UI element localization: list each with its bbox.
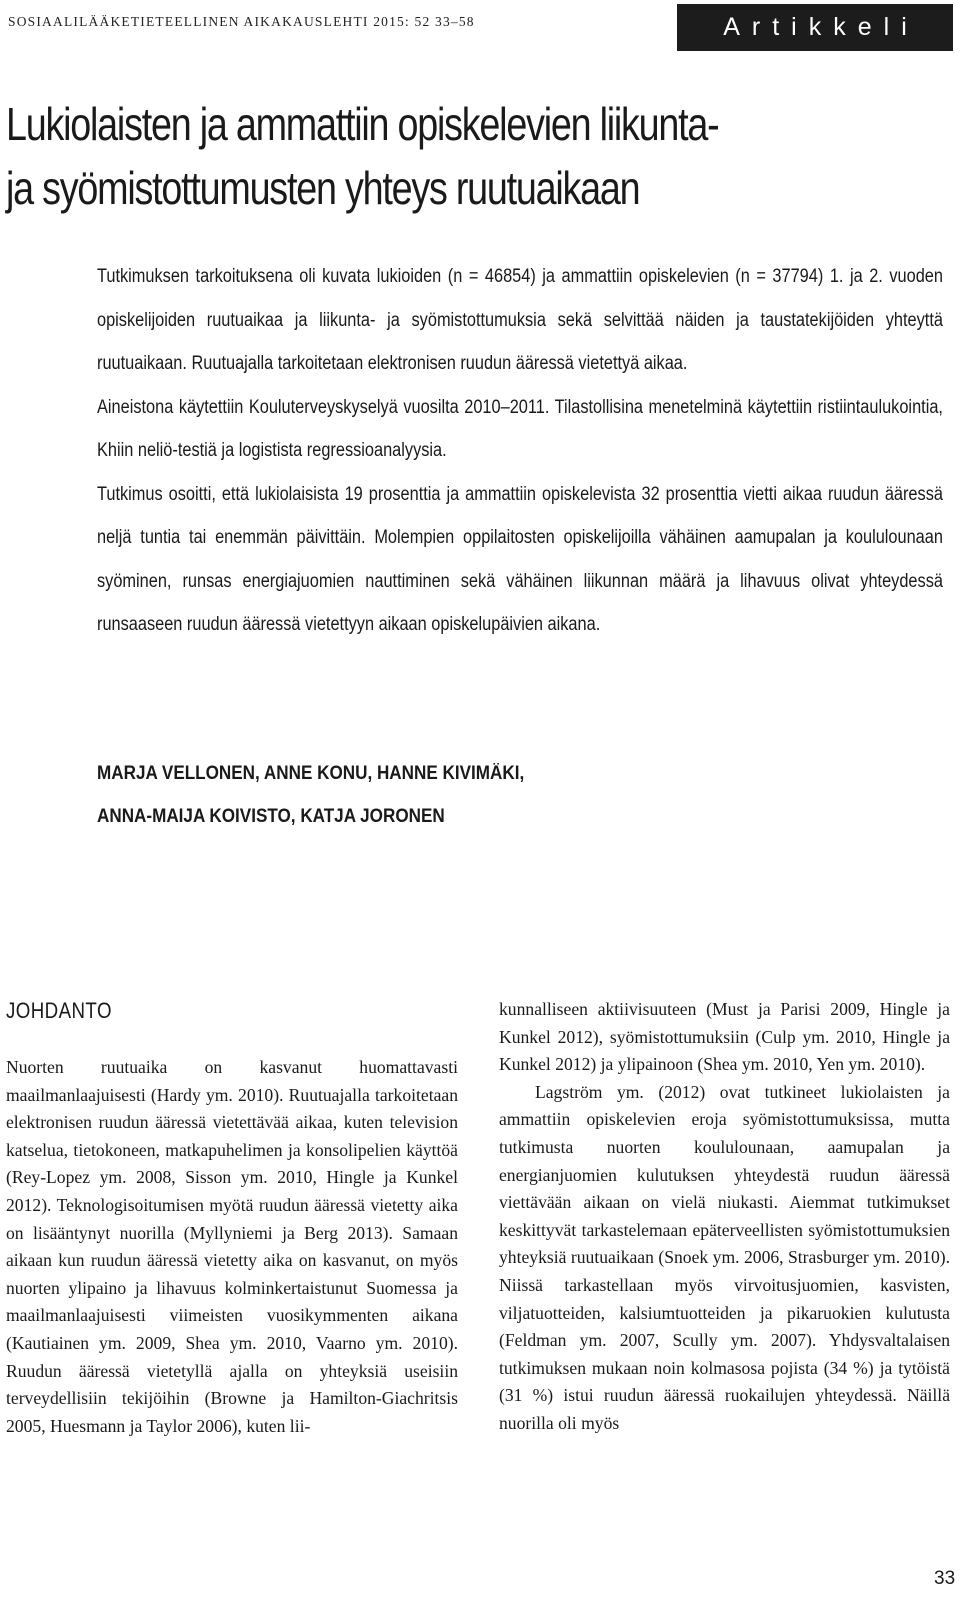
section-heading: JOHDANTO xyxy=(6,998,112,1023)
body-paragraph: Nuorten ruutuaika on kasvanut huomattavasti maailmanlaajuisesti (Hardy ym. 2010). Ruutuajalla tarkoitetaan elektronisen ruudun ääressä vietettävää aikaa, kuten television katselua, tietokoneen, matkapuhelimen ja konsolipelien käyttöä (Rey-Lopez ym. 2008, Sisson ym. 2010, Hingle ja Kunkel 2012). Teknologisoitumisen myötä ruudun ääressä vietetty aika on lisääntynyt nuorilla (Myllyniemi ja Berg 2013). Samaan aikaan kun ruudun ääressä vietetty aika on kasvanut, on myös nuorten ylipaino ja lihavuus kolminkertaistunut Suomessa ja maailmanlaajuisesti viimeisten vuosikymmenten aikana (Kautiainen ym. 2009, Shea ym. 2010, Vaarno ym. 2010). Ruudun ääressä vietetyllä ajalla on yhteyksiä useisiin terveydellisiin tekijöihin (Browne ja Hamilton-Giachritsis 2005, Huesmann ja Taylor 2006), kuten lii- xyxy=(6,1057,458,1436)
article-title-line-2: ja syömistottumusten yhteys ruutuaikaan xyxy=(6,162,640,214)
body-paragraph: kunnalliseen aktiivisuuteen (Must ja Parisi 2009, Hingle ja Kunkel 2012), syömistottumuksiin (Culp ym. 2010, Hingle ja Kunkel 2012) ja ylipainoon (Shea ym. 2010, Yen ym. 2010). xyxy=(499,999,950,1075)
author-line-2: ANNA-MAIJA KOIVISTO, KATJA JORONEN xyxy=(97,806,445,827)
author-list xyxy=(97,752,817,838)
article-title xyxy=(6,92,906,220)
abstract-paragraph: Tutkimus osoitti, että lukiolaisista 19 prosenttia ja ammattiin opiskelevista 32 prosenttia vietti aikaa ruudun ääressä neljä tuntia tai enemmän päivittäin. Molempien oppilaitosten opiskelijoilla vähäinen aamupalan ja koululounaan syöminen, runsas energiajuomien nauttiminen sekä vähäinen liikunnan määrä ja lihavuus olivat yhteydessä runsaaseen ruudun ääressä vietettyyn aikaan opiskelupäivien aikana. xyxy=(97,483,943,635)
abstract-paragraph: Tutkimuksen tarkoituksena oli kuvata lukioiden (n = 46854) ja ammattiin opiskelevien (n = 37794) 1. ja 2. vuoden opiskelijoiden ruutuaikaa ja liikunta- ja syömistottumuksia sekä selvittää näiden ja taustatekijöiden yhteyttä ruutuaikaan. Ruutuajalla tarkoitetaan elektronisen ruudun ääressä vietettyä aikaa. xyxy=(97,266,943,374)
running-head: SOSIAALILÄÄKETIETEELLINEN AIKAKAUSLEHTI 2015: 52 33–58 xyxy=(8,14,475,29)
body-column-right xyxy=(499,996,950,1438)
body-column-left xyxy=(6,1054,458,1440)
body-paragraph: Lagström ym. (2012) ovat tutkineet lukiolaisten ja ammattiin opiskelevien eroja syömistottumuksissa, mutta tutkimusta nuorten koululounaan, aamupalan ja energianjuomien kulutuksen yhteydestä ruudun ääressä viettävään aikaan on vielä niukasti. Aiemmat tutkimukset keskittyvät tarkastelemaan epäterveellisten syömistottumuksien yhteyksiä ruutuaikaan (Snoek ym. 2006, Strasburger ym. 2010). Niissä tarkastellaan myös virvoitusjuomien, kasvisten, viljatuotteiden, kalsiumtuotteiden ja pikaruokien kulutusta (Feldman ym. 2007, Scully ym. 2007). Yhdysvaltalaisen tutkimuksen mukaan noin kolmasosa pojista (34 %) ja tytöistä (31 %) istui ruudun ääressä ruokailujen yhteydessä. Näillä nuorilla oli myös xyxy=(499,1081,950,1433)
page-number: 33 xyxy=(934,1568,956,1589)
article-title-line-1: Lukiolaisten ja ammattiin opiskelevien liikunta- xyxy=(6,98,719,150)
abstract xyxy=(97,255,945,647)
author-line-1: MARJA VELLONEN, ANNE KONU, HANNE KIVIMÄKI, xyxy=(97,763,525,784)
abstract-paragraph: Aineistona käytettiin Kouluterveyskyselyä vuosilta 2010–2011. Tilastollisina menetelminä käytettiin ristiintaulukointia, Khiin neliö-testiä ja logistista regressioanalyysia. xyxy=(97,396,943,461)
section-tag: Artikkeli xyxy=(677,4,953,51)
